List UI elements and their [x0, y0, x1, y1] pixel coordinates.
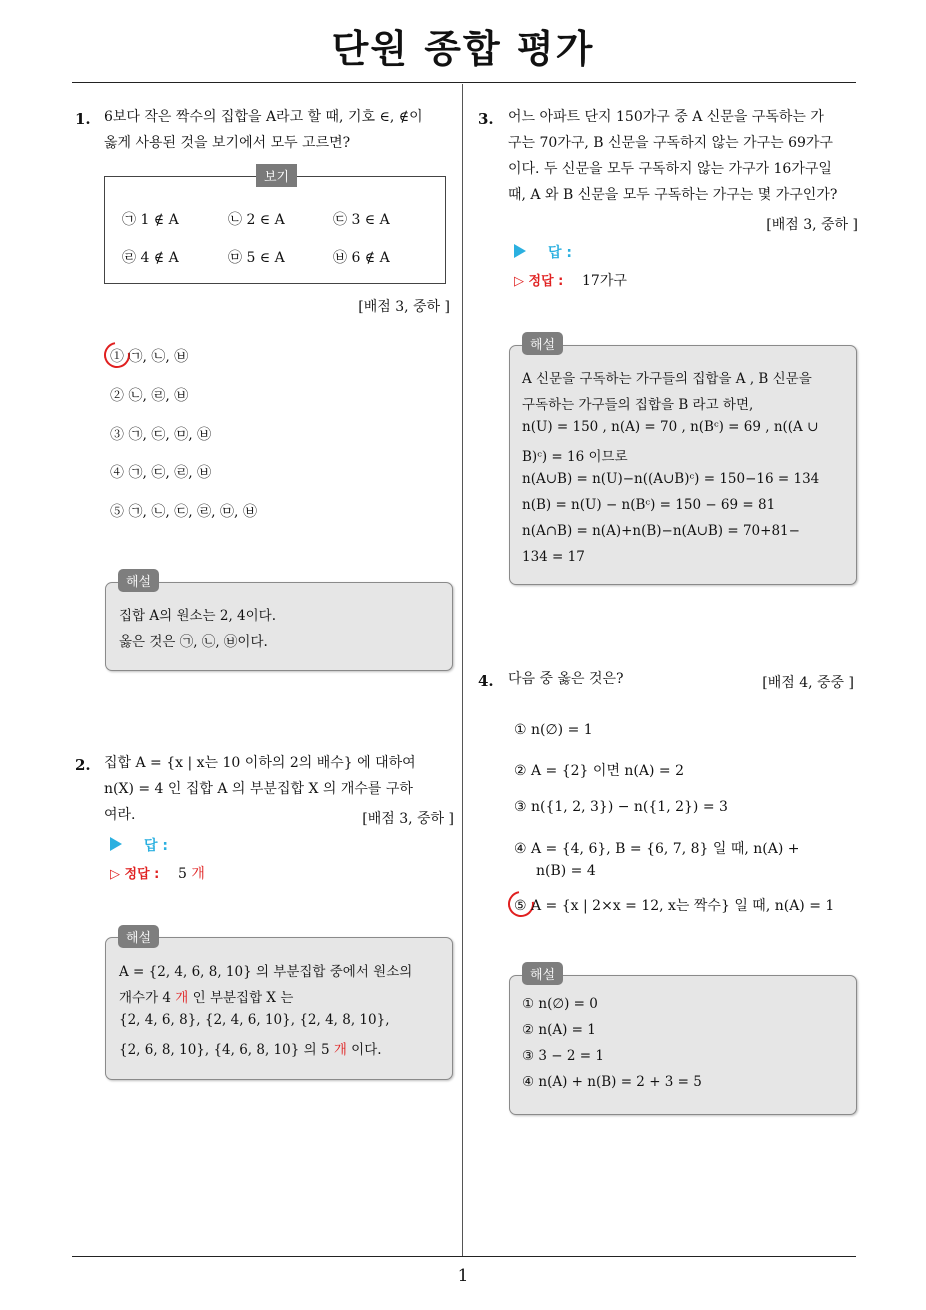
- q1-score: [배점 3, 중하 ]: [358, 299, 450, 315]
- q3-explanation-label: 해설: [522, 332, 563, 355]
- q4-explanation-line: ③ 3 − 2 = 1: [522, 1048, 604, 1064]
- q4-choice-4[interactable]: ④ A = {4, 6}, B = {6, 7, 8} 일 때, n(A) +: [514, 841, 800, 857]
- q2-explanation-line: {2, 4, 6, 8}, {2, 4, 6, 10}, {2, 4, 8, 10},: [119, 1012, 390, 1028]
- q1-text-line-1: 6보다 작은 짝수의 집합을 A라고 할 때, 기호 ∈, ∉이: [104, 109, 423, 125]
- q3-explanation-line: n(A∩B) = n(A)+n(B)−n(A∪B) = 70+81−: [522, 523, 800, 539]
- q1-bogi-item: ㉥ 6 ∉ A: [333, 250, 390, 266]
- q1-explanation-label: 해설: [118, 569, 159, 592]
- q2-score: [배점 3, 중하 ]: [362, 811, 454, 827]
- q3-explanation-line: A 신문을 구독하는 가구들의 집합을 A , B 신문을: [522, 371, 812, 387]
- header-rule: [72, 82, 856, 83]
- q4-question: 다음 중 옳은 것은?: [508, 671, 624, 687]
- answer-arrow-icon: [110, 837, 122, 851]
- q3-text-line-2: 구는 70가구, B 신문을 구독하지 않는 가구는 69가구: [508, 135, 833, 151]
- q4-choice-2[interactable]: ② A = {2} 이면 n(A) = 2: [514, 763, 685, 779]
- footer-rule: [72, 1256, 856, 1257]
- q2-text-line-3: 여라.: [104, 807, 136, 823]
- q3-explanation-line: 구독하는 가구들의 집합을 B 라고 하면,: [522, 397, 754, 413]
- q3-text-line-1: 어느 아파트 단지 150가구 중 A 신문을 구독하는 가: [508, 109, 824, 125]
- q1-bogi-item: ㉢ 3 ∈ A: [333, 212, 390, 228]
- q1-explanation-line: 옳은 것은 ㉠, ㉡, ㉥이다.: [119, 634, 268, 650]
- answer-arrow-icon: [514, 244, 526, 258]
- q3-answer-label: 답 :: [548, 245, 572, 261]
- q3-correct-label: ▷ 정답 :: [514, 274, 564, 289]
- q4-choice-1[interactable]: ① n(∅) = 1: [514, 722, 593, 738]
- q3-number: 3.: [478, 110, 494, 128]
- q2-explanation-line: {2, 6, 8, 10}, {4, 6, 8, 10} 의 5 개 이다.: [119, 1042, 382, 1058]
- q1-bogi-item: ㉡ 2 ∈ A: [228, 212, 285, 228]
- q1-bogi-item: ㉤ 5 ∈ A: [228, 250, 285, 266]
- q3-explanation-line: B)ᶜ) = 16 이므로: [522, 449, 628, 465]
- q1-bogi-label: 보기: [256, 164, 297, 187]
- q2-explanation-box: [105, 937, 453, 1080]
- column-divider: [462, 84, 463, 1256]
- q3-explanation-line: n(A∪B) = n(U)−n((A∪B)ᶜ) = 150−16 = 134: [522, 471, 820, 487]
- q1-explanation-line: 집합 A의 원소는 2, 4이다.: [119, 608, 277, 624]
- q1-bogi-item: ㉠ 1 ∉ A: [122, 212, 179, 228]
- q4-explanation-line: ② n(A) = 1: [522, 1022, 596, 1038]
- q2-correct-value: 5 개: [178, 866, 205, 882]
- q1-text-line-2: 옳게 사용된 것을 보기에서 모두 고르면?: [104, 135, 351, 151]
- q4-explanation-line: ④ n(A) + n(B) = 2 + 3 = 5: [522, 1074, 702, 1090]
- q4-explanation-label: 해설: [522, 962, 563, 985]
- q1-bogi-box: [104, 176, 446, 284]
- q3-text-line-4: 때, A 와 B 신문을 모두 구독하는 가구는 몇 가구인가?: [508, 187, 838, 203]
- q1-bogi-item: ㉣ 4 ∉ A: [122, 250, 179, 266]
- q3-text-line-3: 이다. 두 신문을 모두 구독하지 않는 가구가 16가구일: [508, 161, 832, 177]
- q3-explanation-line: n(U) = 150 , n(A) = 70 , n(Bᶜ) = 69 , n((A ∪: [522, 419, 819, 435]
- q2-text-line-1: 집합 A = {x | x는 10 이하의 2의 배수} 에 대하여: [104, 755, 416, 771]
- page-number: 1: [457, 1266, 469, 1286]
- q1-choice-2[interactable]: ② ㉡, ㉣, ㉥: [110, 388, 189, 404]
- q1-choice-4[interactable]: ④ ㉠, ㉢, ㉣, ㉥: [110, 465, 212, 481]
- q2-text-line-2: n(X) = 4 인 집합 A 의 부분집합 X 의 개수를 구하: [104, 781, 413, 797]
- q2-number: 2.: [75, 756, 91, 774]
- q3-explanation-line: n(B) = n(U) − n(Bᶜ) = 150 − 69 = 81: [522, 497, 776, 513]
- q1-choice-1[interactable]: ① ㉠, ㉡, ㉥: [110, 349, 189, 365]
- q3-correct-value: 17가구: [582, 273, 627, 289]
- q4-explanation-line: ① n(∅) = 0: [522, 996, 598, 1012]
- q2-answer-label: 답 :: [144, 838, 168, 854]
- q4-choice-4-cont: n(B) = 4: [536, 863, 596, 879]
- page-title: 단원 종합 평가: [331, 27, 595, 71]
- q4-choice-5[interactable]: ⑤ A = {x | 2×x = 12, x는 짝수} 일 때, n(A) = 1: [514, 898, 835, 914]
- q2-correct-label: ▷ 정답 :: [110, 867, 160, 882]
- q1-choice-3[interactable]: ③ ㉠, ㉢, ㉤, ㉥: [110, 427, 212, 443]
- q1-choice-5[interactable]: ⑤ ㉠, ㉡, ㉢, ㉣, ㉤, ㉥: [110, 504, 257, 520]
- q2-explanation-label: 해설: [118, 925, 159, 948]
- q3-score: [배점 3, 중하 ]: [766, 217, 858, 233]
- q4-choice-3[interactable]: ③ n({1, 2, 3}) − n({1, 2}) = 3: [514, 799, 728, 815]
- q2-explanation-line: A = {2, 4, 6, 8, 10} 의 부분집합 중에서 원소의: [119, 964, 413, 980]
- q3-explanation-line: 134 = 17: [522, 549, 585, 565]
- q2-explanation-line: 개수가 4 개 인 부분집합 X 는: [119, 990, 294, 1006]
- q1-number: 1.: [75, 110, 91, 128]
- q4-score: [배점 4, 중중 ]: [762, 675, 854, 691]
- q4-number: 4.: [478, 672, 494, 690]
- q1-explanation-box: [105, 582, 453, 671]
